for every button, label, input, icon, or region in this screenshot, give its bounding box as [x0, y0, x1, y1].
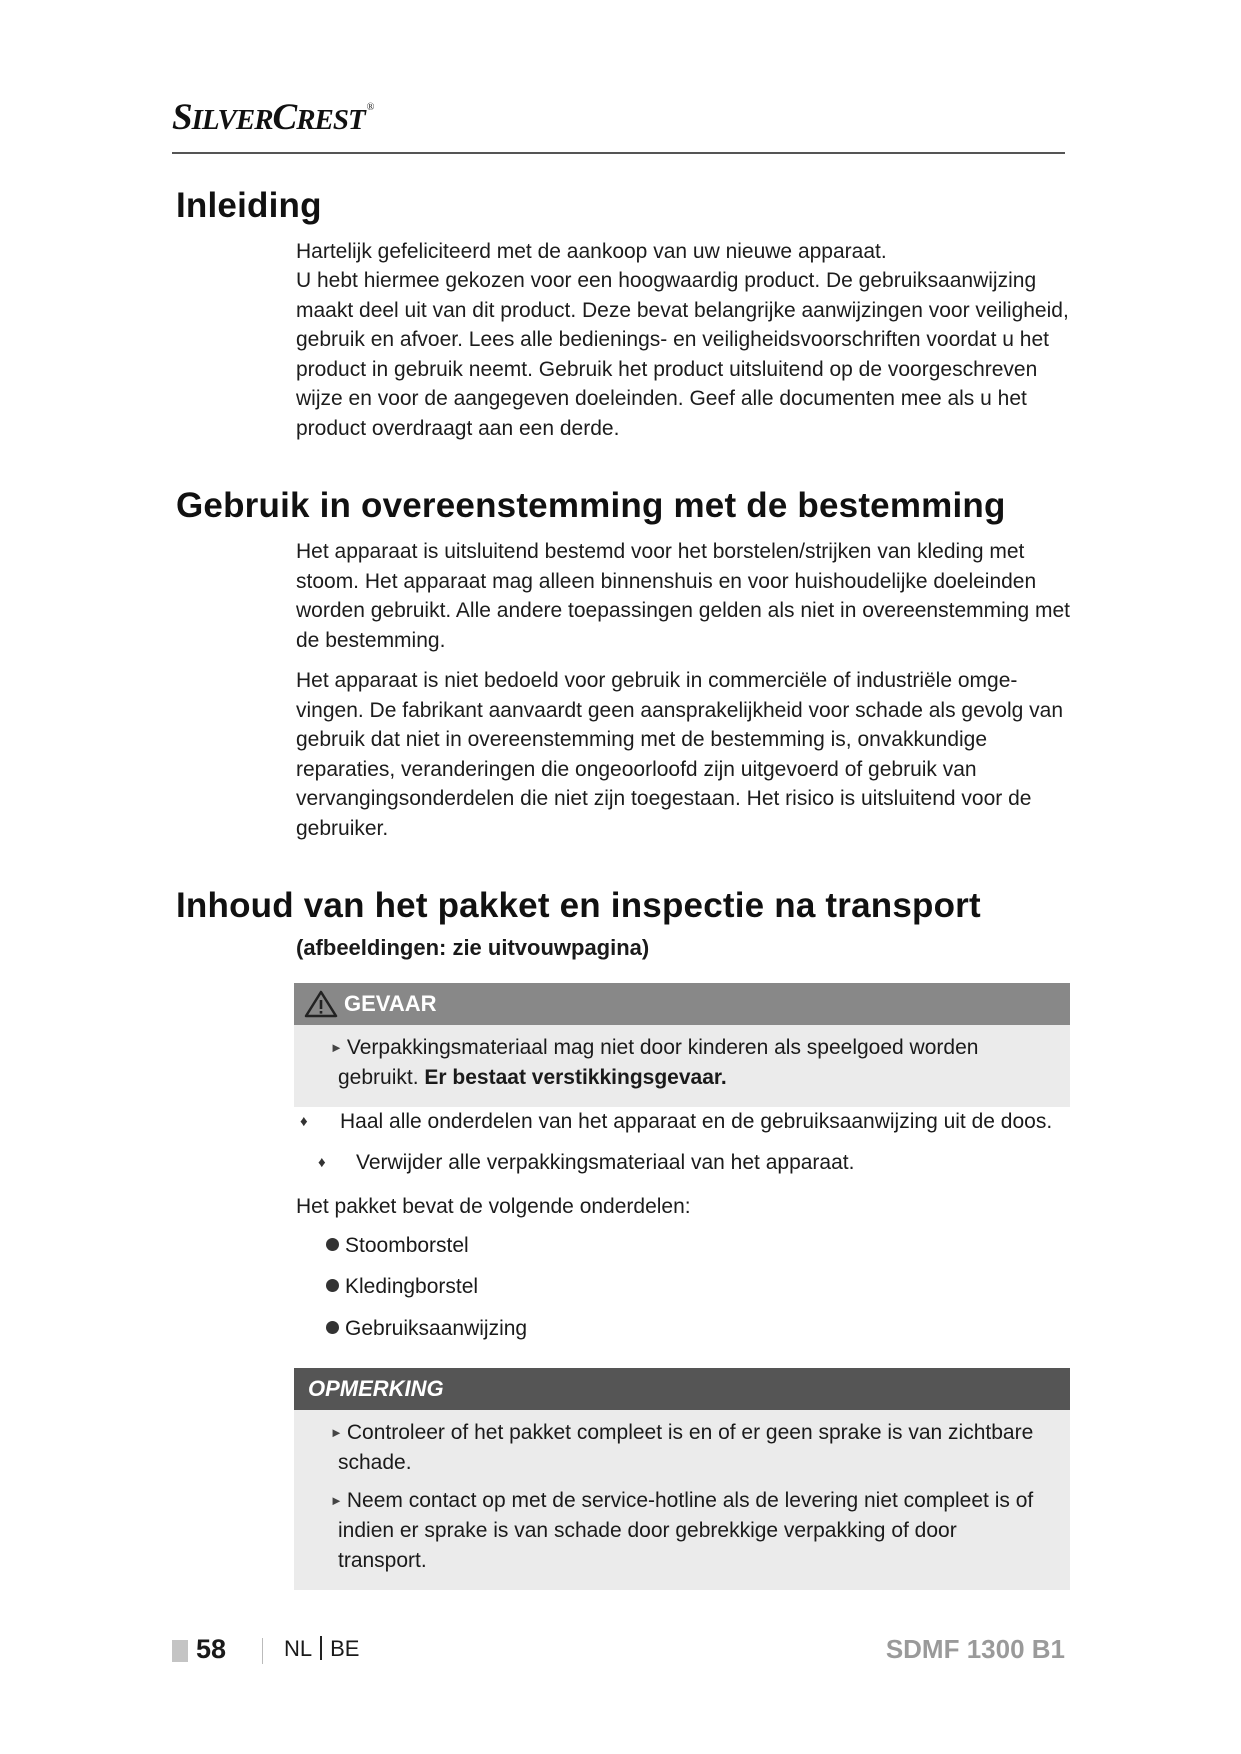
- step-text: Haal alle onderdelen van het apparaat en de gebruiksaanwijzing uit de doos.: [340, 1110, 1053, 1133]
- contents-intro: Het pakket bevat de volgende onderdelen:: [296, 1195, 691, 1218]
- list-item: [326, 1275, 478, 1299]
- logo-letter: S: [172, 97, 192, 138]
- section-title-inleiding: Inleiding: [176, 186, 322, 225]
- danger-label: GEVAAR: [344, 991, 437, 1016]
- footer-divider: [262, 1638, 263, 1664]
- note-label: OPMERKING: [308, 1376, 444, 1401]
- paragraph: U hebt hiermee gekozen voor een hoogwaardig product. De gebruiksaanwijzing maakt deel uit van dit product. Deze bevat belangrijke aanwijzingen voor veiligheid, gebruik en afvoer. Lees alle bedienings- en veiligheidsvoorschriften voordat u het product in gebruik neemt. Gebruik het product uitsluitend op de voorgeschreven wijze en voor de aangegeven doeleinden. Geef alle documenten mee als u het product overdraagt aan een derde.: [296, 269, 1069, 440]
- paragraph: Het apparaat is niet bedoeld voor gebruik in commerciële of industriële omgevingen. De fabrikant aanvaardt geen aansprakelijkheid voor schade als gevolg van gebruik dat niet in overeenstemming met de bestemming is, onvakkundige reparaties, veranderingen die ongeoorloofd zijn uitgevoerd of gebruik van vervangingsonderdelen die niet zijn toegestaan. Het risico is uitsluitend voor de gebruiker.: [296, 669, 1063, 840]
- logo-text: REST: [296, 104, 365, 136]
- arrow-right-icon: ►: [330, 1425, 343, 1440]
- list-item-text: Gebruiksaanwijzing: [345, 1317, 528, 1340]
- language-separator: [320, 1636, 322, 1660]
- paragraph: Hartelijk gefeliciteerd met de aankoop van uw nieuwe apparaat.: [296, 240, 887, 263]
- registered-mark: ®: [366, 102, 374, 113]
- language-codes: [284, 1636, 359, 1662]
- notice-item: [330, 1486, 1050, 1576]
- note-notice-header: [294, 1368, 1070, 1410]
- brand-logo: [172, 96, 373, 139]
- logo-text: ILVER: [191, 104, 273, 136]
- notice-text: Controleer of het pakket compleet is en of er geen sprake is van zichtbare schade.: [338, 1421, 1034, 1474]
- note-notice-body: [294, 1410, 1070, 1590]
- bullet-icon: [326, 1238, 339, 1251]
- arrow-right-icon: ►: [330, 1493, 343, 1508]
- note-notice: [294, 1368, 1070, 1590]
- danger-notice-body: [294, 1025, 1070, 1107]
- notice-text: Neem contact op met de service-hotline als de levering niet compleet is of indien er sprake is van schade door gebrekkige verpakking of door transport.: [338, 1489, 1034, 1572]
- diamond-bullet-icon: ♦: [318, 1154, 326, 1171]
- logo-letter: C: [272, 97, 297, 138]
- list-item-text: Stoomborstel: [345, 1234, 469, 1257]
- danger-notice-header: [294, 983, 1070, 1025]
- step-item: [300, 1110, 1052, 1134]
- notice-emphasis: Er bestaat verstikkingsgevaar.: [424, 1066, 727, 1089]
- footer-square-icon: [172, 1640, 188, 1662]
- section-title-gebruik: Gebruik in overeenstemming met de bestemming: [176, 486, 1006, 525]
- notice-text: Verpakkingsmateriaal mag niet door kinderen als speelgoed worden gebruikt.: [338, 1036, 979, 1089]
- list-item: [326, 1317, 527, 1341]
- danger-notice: [294, 983, 1070, 1107]
- step-text: Verwijder alle verpakkingsmateriaal van het apparaat.: [356, 1151, 855, 1174]
- notice-item: [330, 1418, 1050, 1478]
- header-divider: [172, 152, 1065, 154]
- section-subtitle: (afbeeldingen: zie uitvouwpagina): [296, 935, 650, 960]
- page-footer: [172, 1634, 1065, 1674]
- list-item-text: Kledingborstel: [345, 1275, 479, 1298]
- warning-triangle-icon: [304, 990, 338, 1018]
- section-title-inhoud: Inhoud van het pakket en inspectie na transport: [176, 886, 981, 925]
- bullet-icon: [326, 1279, 339, 1292]
- list-item: [326, 1234, 469, 1258]
- language-code: BE: [330, 1636, 360, 1661]
- language-code: NL: [284, 1636, 313, 1661]
- model-number: SDMF 1300 B1: [885, 1634, 1065, 1664]
- paragraph: Het apparaat is uitsluitend bestemd voor het borstelen/strijken van kleding met stoom. Het apparaat mag alleen binnenshuis en voor huishoudelijke doeleinden worden gebruikt. Alle andere toepassingen gelden als niet in overeenstemming met de bestemming.: [296, 540, 1070, 652]
- bullet-icon: [326, 1321, 339, 1334]
- diamond-bullet-icon: ♦: [300, 1113, 308, 1130]
- notice-item: [330, 1033, 1050, 1093]
- page-number: 58: [196, 1634, 227, 1664]
- arrow-right-icon: ►: [330, 1040, 343, 1055]
- step-item: [318, 1151, 854, 1175]
